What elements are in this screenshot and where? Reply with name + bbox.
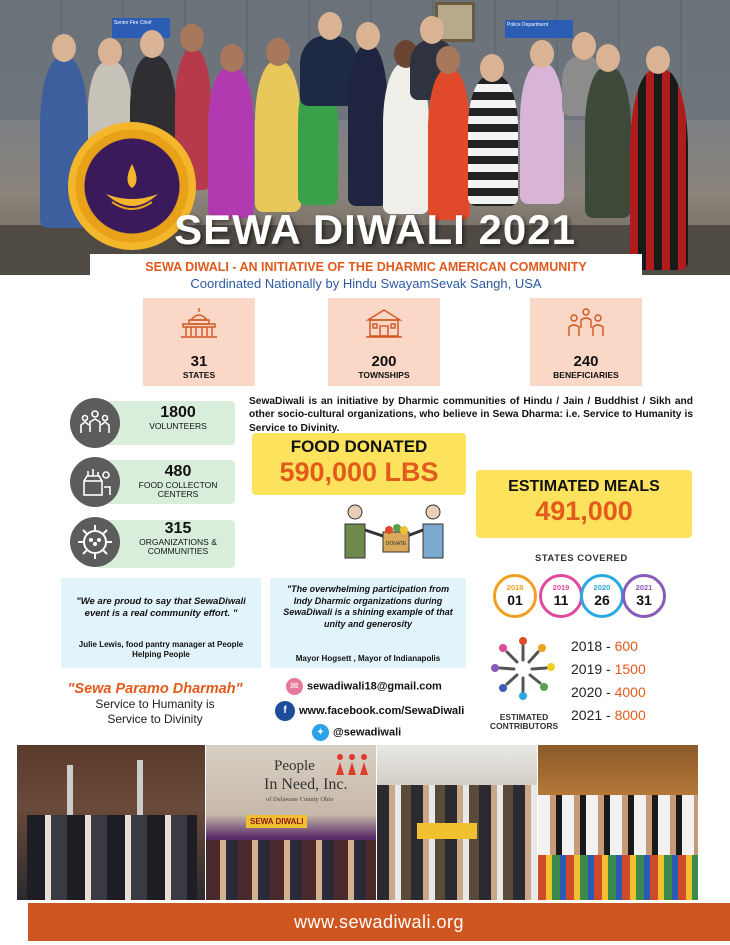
quote-card-mayor xyxy=(270,578,466,668)
pill-text xyxy=(128,463,228,500)
email-icon: ✉ xyxy=(286,678,303,695)
pill-value: 315 xyxy=(164,520,192,537)
hero-person-head xyxy=(52,34,76,62)
hero-person xyxy=(585,68,631,218)
donation-box-label: DONATE xyxy=(385,541,407,547)
pill-label: VOLUNTEERS xyxy=(149,421,207,431)
hero-person-head xyxy=(266,38,290,66)
hero-person-head xyxy=(572,32,596,60)
year-label: 2018 xyxy=(506,583,524,592)
twitter-text: @sewadiwali xyxy=(333,726,402,739)
year-count: 26 xyxy=(594,592,610,608)
hero-person-head xyxy=(530,40,554,68)
states-covered-title: STATES COVERED xyxy=(535,553,628,564)
twitter-icon: ✦ xyxy=(312,724,329,741)
hero-person xyxy=(348,46,388,206)
contact-facebook[interactable] xyxy=(275,701,464,721)
estimated-meals-heading: ESTIMATED MEALS xyxy=(508,478,660,495)
hero-sign-right: Police Department xyxy=(505,20,573,38)
website-footer[interactable]: www.sewadiwali.org xyxy=(28,903,730,941)
hero-person-head xyxy=(140,30,164,58)
motto-line-2: Service to Divinity xyxy=(107,712,203,726)
quote-author: Mayor Hogsett , Mayor of Indianapolis xyxy=(295,654,441,663)
food-donated-heading: FOOD DONATED xyxy=(290,437,428,456)
people-in-need-line2: In Need, Inc. xyxy=(264,776,348,793)
pill-label: FOOD COLLECTON CENTERS xyxy=(138,480,218,500)
stat-label: STATES xyxy=(182,370,216,380)
people-group-icon xyxy=(566,306,606,340)
stat-label: TOWNSHIPS xyxy=(358,370,410,380)
hero-person xyxy=(255,62,301,212)
pill-text xyxy=(128,404,228,431)
hero-person xyxy=(520,64,564,204)
year-label: 2021 xyxy=(635,583,653,592)
hero-person-head xyxy=(356,22,380,50)
hero-person-head xyxy=(220,44,244,72)
stat-pill-volunteers xyxy=(70,398,235,448)
capitol-building-icon xyxy=(179,306,219,340)
motto xyxy=(60,681,250,727)
year-count: 31 xyxy=(636,592,652,608)
hero-photo xyxy=(0,0,730,275)
food-donated-value: 590,000 LBS xyxy=(279,457,439,487)
stat-pill-organizations xyxy=(70,517,235,569)
donation-illustration xyxy=(335,500,455,566)
year-count: 01 xyxy=(507,592,523,608)
email-text: sewadiwali18@gmail.com xyxy=(307,680,442,693)
contributors-label: ESTIMATED CONTRIBUTORS xyxy=(489,712,559,732)
intro-paragraph: SewaDiwali is an initiative by Dharmic communities of Hindu / Jain / Buddhist / Sikh and other socio-cultural organizations, who believe in Sewa Dharma: i.e. Service to Humanity is Service to Divinity. xyxy=(249,396,693,434)
hero-person-head xyxy=(98,38,122,66)
photo-food-donations xyxy=(538,745,698,900)
people-in-need-line3: of Delaware County Ohio xyxy=(266,796,334,803)
hero-person xyxy=(630,70,688,270)
food-collection-icon xyxy=(70,457,120,507)
stat-label: BENEFICIARIES xyxy=(553,370,619,380)
states-year-2020 xyxy=(580,574,624,618)
hero-person-head xyxy=(480,54,504,82)
stat-card-beneficiaries xyxy=(530,298,642,386)
contributors-row-2019 xyxy=(571,661,646,677)
page-title: SEWA DIWALI 2021 xyxy=(174,206,576,253)
hero-person-head xyxy=(420,16,444,44)
quote-author: Julie Lewis, food pantry manager at People Helping People xyxy=(78,640,244,659)
year-label: 2019 xyxy=(552,583,570,592)
hero-person-head xyxy=(596,44,620,72)
hero-sign-left: Senior Fire Chief xyxy=(112,18,170,38)
stat-card-states xyxy=(143,298,255,386)
people-logo-icon xyxy=(334,753,370,777)
contrib-year: 2019 - xyxy=(571,661,615,677)
contact-twitter[interactable] xyxy=(312,724,401,741)
contrib-year: 2020 - xyxy=(571,684,615,700)
pill-label: ORGANIZATIONS & COMMUNITIES xyxy=(139,537,217,557)
states-year-2021 xyxy=(622,574,666,618)
stat-value: 240 xyxy=(573,353,599,370)
stat-pill-food-centers xyxy=(70,457,235,507)
people-in-need-line1: People xyxy=(274,758,315,774)
organizations-gear-icon xyxy=(70,517,120,567)
hero-person-head xyxy=(646,46,670,74)
contributors-circle-icon xyxy=(490,636,556,702)
pill-text xyxy=(128,520,228,557)
contributors-row-2020 xyxy=(571,684,646,700)
contributors-row-2021 xyxy=(571,707,646,723)
facebook-text: www.facebook.com/SewaDiwali xyxy=(299,704,465,717)
contrib-value: 4000 xyxy=(614,684,646,700)
estimated-meals-box xyxy=(476,470,692,538)
photo-volunteer-group xyxy=(377,745,537,900)
volunteers-icon xyxy=(70,398,120,448)
subtitle-coordinator: Coordinated Nationally by Hindu SwayamSevak Sangh, USA xyxy=(190,276,542,291)
town-hall-icon xyxy=(364,306,404,340)
pill-value: 480 xyxy=(164,463,192,480)
contrib-value: 8000 xyxy=(614,707,646,723)
hero-person xyxy=(428,70,470,220)
stat-value: 31 xyxy=(190,353,208,370)
year-count: 11 xyxy=(553,592,569,608)
states-year-2018 xyxy=(493,574,537,618)
pill-value: 1800 xyxy=(160,404,196,421)
sewa-diwali-banner: SEWA DIWALI xyxy=(246,815,307,828)
hero-person-head xyxy=(436,46,460,74)
quote-text: "The overwhelming participation from Indy Dharmic organizations during SewaDiwali is a shining example of that unity and generosity xyxy=(283,584,453,630)
motto-line-1: Service to Humanity is xyxy=(95,697,215,711)
photo-strip xyxy=(17,745,698,900)
hero-person-head xyxy=(318,12,342,40)
hero-person xyxy=(208,68,254,218)
contrib-year: 2018 - xyxy=(571,638,615,654)
contact-email[interactable] xyxy=(286,678,442,695)
quote-text: "We are proud to say that SewaDiwali event is a real community effort. " xyxy=(76,596,246,620)
stat-card-townships xyxy=(328,298,440,386)
contrib-year: 2021 - xyxy=(571,707,615,723)
photo-people-in-need xyxy=(206,745,376,900)
states-year-2019 xyxy=(539,574,583,618)
hero-person-head xyxy=(180,24,204,52)
subtitle-initiative: SEWA DIWALI - AN INITIATIVE OF THE DHARMIC AMERICAN COMMUNITY xyxy=(145,260,587,274)
photo-ceremony xyxy=(17,745,205,900)
quote-card-julie-lewis xyxy=(61,578,261,668)
stat-value: 200 xyxy=(371,353,397,370)
year-label: 2020 xyxy=(593,583,611,592)
facebook-icon: f xyxy=(275,701,295,721)
food-donated-box xyxy=(252,433,466,495)
subtitle-band xyxy=(90,254,642,300)
contrib-value: 1500 xyxy=(614,661,646,677)
estimated-meals-value: 491,000 xyxy=(535,496,633,526)
contrib-value: 600 xyxy=(614,638,638,654)
contributors-row-2018 xyxy=(571,638,638,654)
hero-person xyxy=(468,76,518,206)
motto-title: "Sewa Paramo Dharmah" xyxy=(67,681,243,697)
